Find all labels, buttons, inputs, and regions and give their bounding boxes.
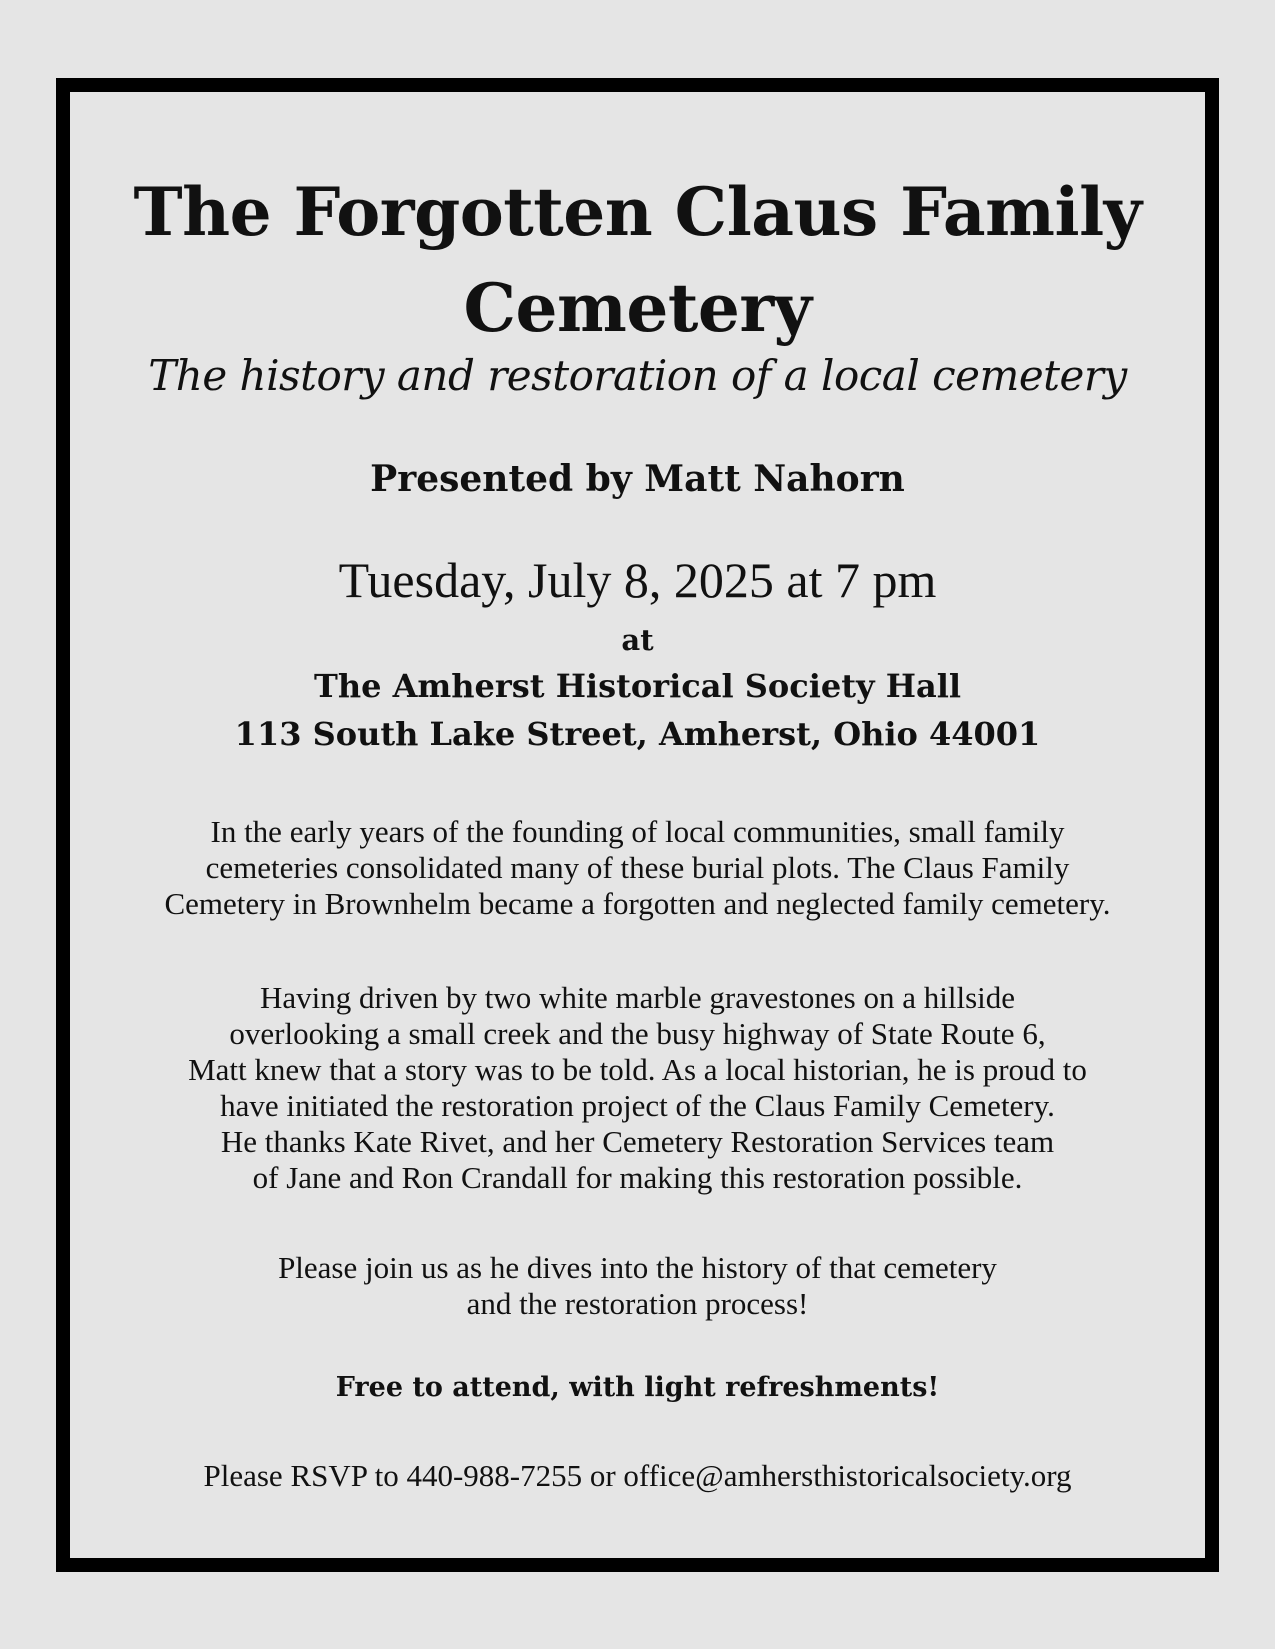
paragraph-line: Please join us as he dives into the history of that cemetery (278, 1250, 997, 1285)
event-datetime: Tuesday, July 8, 2025 at 7 pm (338, 552, 937, 608)
page-title (84, 164, 1191, 356)
paragraph-line: overlooking a small creek and the busy highway of State Route 6, (229, 1016, 1046, 1051)
title-line-1: The Forgotten Claus Family (133, 173, 1142, 251)
paragraph-line: cemeteries consolidated many of these burial plots. The Claus Family (205, 850, 1070, 885)
rsvp-line: Please RSVP to 440-988-7255 or office@amhersthistoricalsociety.org (203, 1458, 1072, 1493)
presenter-line: Presented by Matt Nahorn (370, 458, 905, 500)
paragraph-line: Matt knew that a story was to be told. As a local historian, he is proud to (188, 1052, 1087, 1087)
paragraph-story (84, 980, 1191, 1196)
paragraph-line: have initiated the restoration project of the Claus Family Cemetery. (220, 1088, 1055, 1123)
title-line-2: Cemetery (463, 269, 812, 347)
paragraph-intro (84, 814, 1191, 922)
event-at: at (621, 623, 654, 657)
event-venue: The Amherst Historical Society Hall (314, 667, 961, 705)
paragraph-line: In the early years of the founding of local communities, small family (210, 814, 1065, 849)
paragraph-line: and the restoration process! (466, 1286, 809, 1321)
paragraph-line: He thanks Kate Rivet, and her Cemetery Restoration Services team (220, 1124, 1055, 1159)
paragraph-line: of Jane and Ron Crandall for making this restoration possible. (252, 1160, 1023, 1195)
event-address: 113 South Lake Street, Amherst, Ohio 44001 (234, 715, 1041, 753)
paragraph-line: Cemetery in Brownhelm became a forgotten and neglected family cemetery. (164, 886, 1111, 921)
flyer-frame (56, 78, 1219, 1572)
subtitle: The history and restoration of a local cemetery (148, 351, 1127, 400)
paragraph-invite (84, 1250, 1191, 1322)
paragraph-line: Having driven by two white marble gravestones on a hillside (259, 980, 1016, 1015)
free-admission-note: Free to attend, with light refreshments! (335, 1372, 940, 1403)
